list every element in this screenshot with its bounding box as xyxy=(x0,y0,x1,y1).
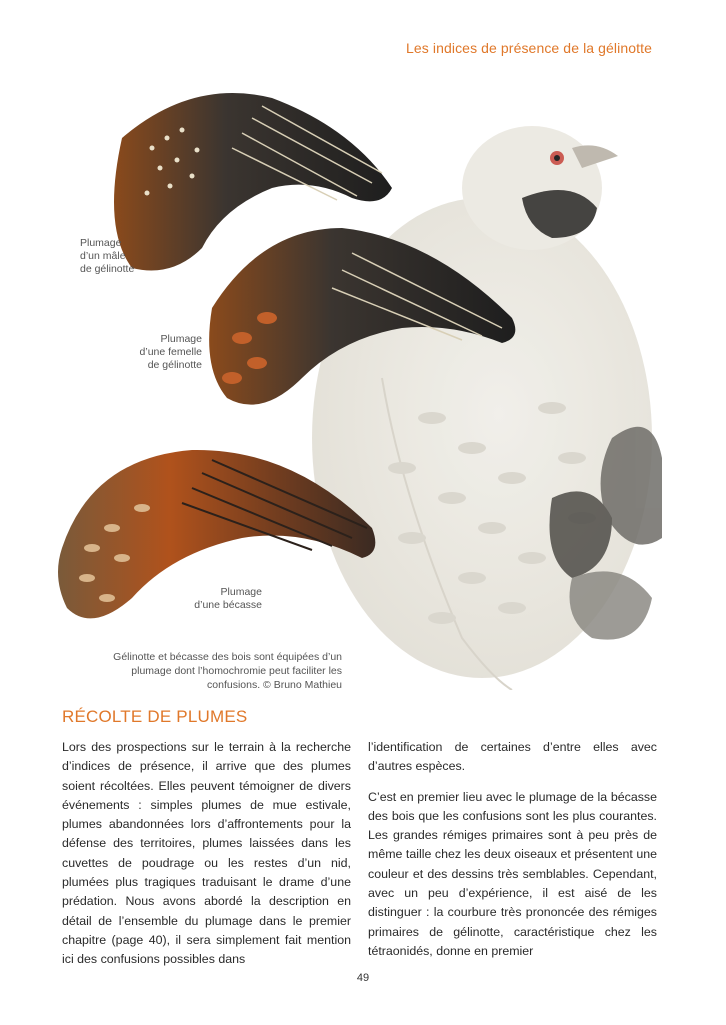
label-male-plumage: Plumage d’un mâle de gélinotte xyxy=(80,237,135,275)
body-column-left xyxy=(62,738,351,981)
label-female-plumage: Plumage d’une femelle de gélinotte xyxy=(139,333,202,371)
figure-caption: Gélinotte et bécasse des bois sont équipées d’un plumage dont l’homochromie peut faciliter les confusions. © Bruno Mathieu xyxy=(113,651,342,691)
section-title: RÉCOLTE DE PLUMES xyxy=(62,707,248,726)
paragraph: C’est en premier lieu avec le plumage de la bécasse des bois que les confusions sont les plus courantes. Les grandes rémiges primaires sont à peu près de même taille chez les deux oiseaux et présentent une couleur et des dessins très semblables. Cependant, avec un peu d’expérience, il est aisé de les distinguer : la courbure très prononcée des rémiges primaires de gélinotte, caractéristique chez les tétraonidés, donne en premier xyxy=(368,789,657,958)
running-head: Les indices de présence de la gélinotte xyxy=(406,40,652,56)
paragraph: Lors des prospections sur le terrain à la recherche d’indices de présence, il arrive que des plumes soient récoltées. Elles peuvent témoigner de divers événements : simples plumes de mue estivale, plumes abandonnées lors d’affrontements pour la défense des territoires, plumes laissées dans les cuvettes de poudrage ou les restes d’un nid, plumées plus tragiques traduisant le drame d’une prédation. Nous avons abordé la description en détail de l’ensemble du plumage dans le premier chapitre (page 40), il sera simplement fait mention ici des confusions possibles dans xyxy=(62,740,351,967)
paragraph: l’identification de certaines d’entre elles avec d’autres espèces. xyxy=(368,740,657,774)
label-woodcock-plumage: Plumage d’une bécasse xyxy=(194,586,262,611)
body-column-right xyxy=(368,738,657,972)
feather-illustration xyxy=(52,78,662,690)
page-number: 49 xyxy=(356,972,370,984)
